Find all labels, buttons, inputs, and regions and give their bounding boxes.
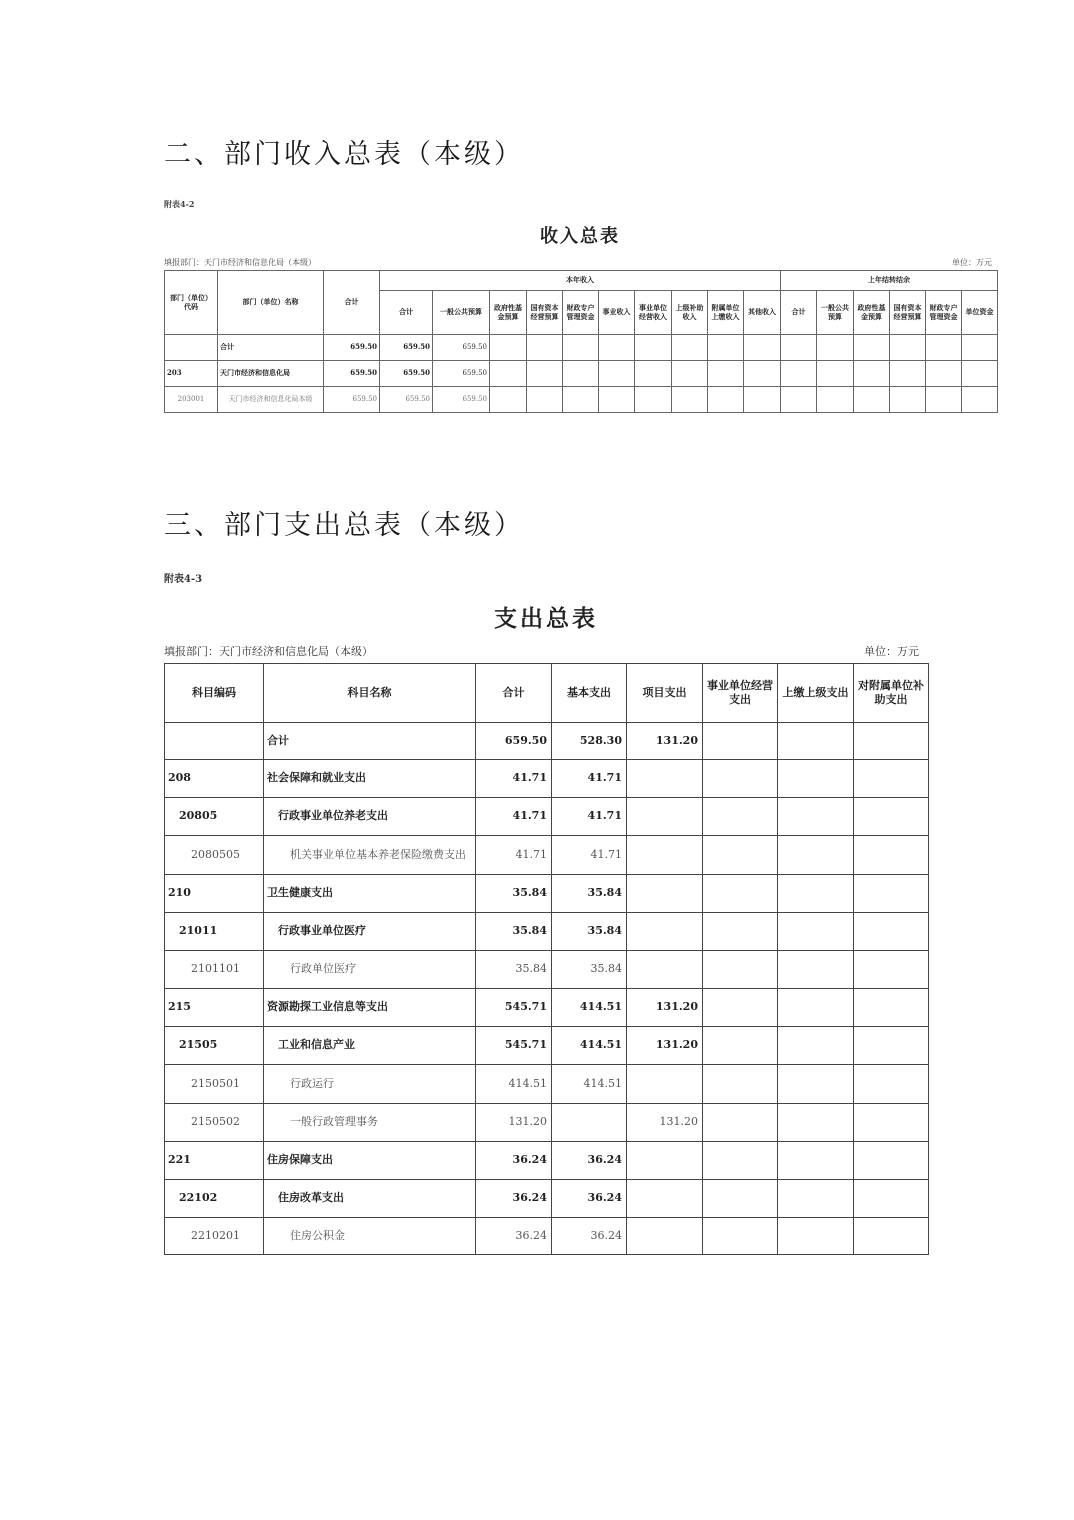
table-cell	[627, 1142, 703, 1180]
header-cur-9: 其他收入	[744, 291, 781, 335]
empty-cell	[744, 361, 781, 387]
empty-cell	[703, 1142, 778, 1180]
table-cell: 131.20	[627, 723, 703, 760]
table-cell: 35.84	[552, 951, 627, 989]
table-cell: 36.24	[552, 1142, 627, 1180]
header-cur-5: 事业收入	[599, 291, 635, 335]
empty-cell	[854, 989, 929, 1027]
table-row	[165, 1104, 929, 1142]
table-cell	[627, 798, 703, 836]
table-cell: 208	[165, 760, 264, 798]
table-cell: 545.71	[476, 989, 552, 1027]
table-cell: 35.84	[476, 951, 552, 989]
empty-cell	[599, 335, 635, 361]
table-cell: 35.84	[476, 913, 552, 951]
reporting-dept: 填报部门：天门市经济和信息化局（本级）	[164, 258, 316, 267]
empty-cell	[817, 387, 854, 413]
empty-cell	[778, 760, 854, 798]
empty-cell	[778, 1180, 854, 1218]
table-cell	[627, 1180, 703, 1218]
table-cell	[165, 335, 218, 361]
empty-cell	[854, 1104, 929, 1142]
table-cell: 414.51	[552, 1027, 627, 1065]
table-cell: 2150502	[165, 1104, 264, 1142]
header-cur-4: 财政专户管理资金	[563, 291, 599, 335]
header-cur-1: 一般公共预算	[433, 291, 490, 335]
header-prev-2: 政府性基金预算	[854, 291, 890, 335]
table-cell: 659.50	[324, 361, 380, 387]
empty-cell	[703, 1027, 778, 1065]
header-cur-3: 国有资本经营预算	[527, 291, 563, 335]
empty-cell	[781, 361, 817, 387]
empty-cell	[778, 1065, 854, 1104]
table-cell: 20805	[165, 798, 264, 836]
expense-table	[164, 663, 929, 1255]
table-cell: 行政单位医疗	[264, 951, 476, 989]
header-total: 合计	[476, 664, 552, 723]
table-cell: 住房公积金	[264, 1218, 476, 1255]
table-cell: 合计	[218, 335, 324, 361]
empty-cell	[778, 798, 854, 836]
table-cell: 545.71	[476, 1027, 552, 1065]
attachment-label: 附表4-3	[164, 574, 203, 585]
table-cell: 659.50	[380, 361, 433, 387]
empty-cell	[703, 798, 778, 836]
table-row	[165, 951, 929, 989]
table-cell	[627, 836, 703, 875]
table-cell: 131.20	[627, 989, 703, 1027]
table-cell: 35.84	[552, 875, 627, 913]
empty-cell	[703, 1065, 778, 1104]
empty-cell	[490, 335, 527, 361]
header-cur-7: 上级补助收入	[672, 291, 708, 335]
empty-cell	[527, 387, 563, 413]
empty-cell	[778, 951, 854, 989]
empty-cell	[854, 1065, 929, 1104]
empty-cell	[708, 387, 744, 413]
header-code: 部门（单位）代码	[165, 271, 218, 335]
table-cell: 社会保障和就业支出	[264, 760, 476, 798]
table-cell: 41.71	[476, 836, 552, 875]
table-cell: 131.20	[627, 1027, 703, 1065]
empty-cell	[635, 361, 672, 387]
table-cell: 2150501	[165, 1065, 264, 1104]
empty-cell	[778, 1142, 854, 1180]
header-project: 项目支出	[627, 664, 703, 723]
header-subject-code: 科目编码	[165, 664, 264, 723]
empty-cell	[744, 335, 781, 361]
empty-cell	[817, 335, 854, 361]
table-cell: 22102	[165, 1180, 264, 1218]
unit-label: 单位：万元	[952, 258, 992, 267]
table-cell: 221	[165, 1142, 264, 1180]
header-total: 合计	[324, 271, 380, 335]
empty-cell	[890, 335, 926, 361]
table-cell: 天门市经济和信息化局	[218, 361, 324, 387]
table-cell: 21505	[165, 1027, 264, 1065]
header-cur-8: 附属单位上缴收入	[708, 291, 744, 335]
empty-cell	[703, 760, 778, 798]
empty-cell	[703, 951, 778, 989]
table-cell	[552, 1104, 627, 1142]
header-remit-superior: 上缴上级支出	[778, 664, 854, 723]
empty-cell	[854, 387, 890, 413]
attachment-label: 附表4-2	[164, 199, 195, 209]
empty-cell	[854, 798, 929, 836]
header-cur-0: 合计	[380, 291, 433, 335]
empty-cell	[490, 361, 527, 387]
table-cell: 414.51	[476, 1065, 552, 1104]
empty-cell	[672, 335, 708, 361]
header-prev-0: 合计	[781, 291, 817, 335]
header-prev-4: 财政专户管理资金	[926, 291, 962, 335]
table-cell: 36.24	[552, 1180, 627, 1218]
empty-cell	[962, 387, 998, 413]
table-cell: 卫生健康支出	[264, 875, 476, 913]
table-row	[165, 387, 998, 413]
empty-cell	[703, 1218, 778, 1255]
table-cell	[627, 1218, 703, 1255]
table-cell: 行政事业单位养老支出	[264, 798, 476, 836]
table-cell: 工业和信息产业	[264, 1027, 476, 1065]
table-cell: 414.51	[552, 989, 627, 1027]
empty-cell	[599, 361, 635, 387]
table-cell: 天门市经济和信息化局本级	[218, 387, 324, 413]
table-cell: 659.50	[380, 387, 433, 413]
table-cell: 21011	[165, 913, 264, 951]
table-row	[165, 760, 929, 798]
table-cell: 131.20	[476, 1104, 552, 1142]
table-cell: 35.84	[552, 913, 627, 951]
empty-cell	[778, 875, 854, 913]
table-row	[165, 1218, 929, 1255]
header-prev-1: 一般公共预算	[817, 291, 854, 335]
empty-cell	[854, 913, 929, 951]
table-cell	[627, 913, 703, 951]
table-cell: 36.24	[552, 1218, 627, 1255]
table-cell: 2101101	[165, 951, 264, 989]
empty-cell	[703, 1104, 778, 1142]
empty-cell	[708, 361, 744, 387]
empty-cell	[854, 1180, 929, 1218]
table-cell: 210	[165, 875, 264, 913]
empty-cell	[527, 335, 563, 361]
header-basic: 基本支出	[552, 664, 627, 723]
empty-cell	[563, 335, 599, 361]
table-cell: 659.50	[433, 361, 490, 387]
empty-cell	[778, 1027, 854, 1065]
table-cell: 35.84	[476, 875, 552, 913]
table-row	[165, 989, 929, 1027]
table-cell: 2210201	[165, 1218, 264, 1255]
empty-cell	[563, 387, 599, 413]
table-cell	[165, 723, 264, 760]
table-cell: 41.71	[552, 760, 627, 798]
table-cell	[627, 875, 703, 913]
header-business: 事业单位经营支出	[703, 664, 778, 723]
table-row	[165, 1142, 929, 1180]
empty-cell	[778, 836, 854, 875]
table-cell: 住房改革支出	[264, 1180, 476, 1218]
table-cell: 203001	[165, 387, 218, 413]
header-subsidy: 对附属单位补助支出	[854, 664, 929, 723]
empty-cell	[672, 387, 708, 413]
table-row	[165, 798, 929, 836]
table-cell: 131.20	[627, 1104, 703, 1142]
empty-cell	[744, 387, 781, 413]
table-cell: 行政运行	[264, 1065, 476, 1104]
empty-cell	[817, 361, 854, 387]
empty-cell	[781, 335, 817, 361]
table-cell: 41.71	[476, 760, 552, 798]
header-cur-2: 政府性基金预算	[490, 291, 527, 335]
table-cell: 41.71	[552, 798, 627, 836]
table-cell: 2080505	[165, 836, 264, 875]
header-prev-3: 国有资本经营预算	[890, 291, 926, 335]
section3-heading: 三、部门支出总表（本级）	[164, 510, 524, 541]
reporting-dept: 填报部门：天门市经济和信息化局（本级）	[164, 645, 373, 658]
table-cell: 36.24	[476, 1218, 552, 1255]
table-cell: 659.50	[476, 723, 552, 760]
empty-cell	[778, 989, 854, 1027]
table-cell: 659.50	[324, 335, 380, 361]
table-row	[165, 335, 998, 361]
table-row	[165, 361, 998, 387]
expense-table-title: 支出总表	[494, 605, 598, 632]
table-cell: 215	[165, 989, 264, 1027]
table-cell: 41.71	[552, 836, 627, 875]
empty-cell	[599, 387, 635, 413]
empty-cell	[890, 387, 926, 413]
empty-cell	[854, 836, 929, 875]
empty-cell	[854, 335, 890, 361]
table-cell: 资源勘探工业信息等支出	[264, 989, 476, 1027]
table-cell: 659.50	[433, 387, 490, 413]
empty-cell	[962, 361, 998, 387]
table-row	[165, 875, 929, 913]
income-table	[164, 270, 998, 413]
empty-cell	[778, 1104, 854, 1142]
empty-cell	[563, 361, 599, 387]
header-name: 部门（单位）名称	[218, 271, 324, 335]
table-cell: 659.50	[324, 387, 380, 413]
empty-cell	[962, 335, 998, 361]
table-row	[165, 836, 929, 875]
empty-cell	[854, 1218, 929, 1255]
table-cell: 一般行政管理事务	[264, 1104, 476, 1142]
empty-cell	[635, 387, 672, 413]
empty-cell	[854, 1027, 929, 1065]
table-cell: 36.24	[476, 1142, 552, 1180]
empty-cell	[854, 1142, 929, 1180]
empty-cell	[635, 335, 672, 361]
table-cell	[627, 1065, 703, 1104]
empty-cell	[926, 361, 962, 387]
empty-cell	[527, 361, 563, 387]
group-current-year: 本年收入	[380, 271, 781, 291]
empty-cell	[781, 387, 817, 413]
header-prev-5: 单位资金	[962, 291, 998, 335]
empty-cell	[926, 335, 962, 361]
table-row	[165, 913, 929, 951]
table-cell: 528.30	[552, 723, 627, 760]
section2-heading: 二、部门收入总表（本级）	[164, 139, 524, 170]
empty-cell	[890, 361, 926, 387]
table-row	[165, 1065, 929, 1104]
empty-cell	[778, 1218, 854, 1255]
empty-cell	[854, 951, 929, 989]
table-cell: 住房保障支出	[264, 1142, 476, 1180]
table-cell: 机关事业单位基本养老保险缴费支出	[264, 836, 476, 875]
table-cell: 659.50	[433, 335, 490, 361]
table-row	[165, 1027, 929, 1065]
table-row	[165, 1180, 929, 1218]
empty-cell	[854, 760, 929, 798]
table-row	[165, 723, 929, 760]
empty-cell	[778, 913, 854, 951]
table-cell: 414.51	[552, 1065, 627, 1104]
empty-cell	[490, 387, 527, 413]
empty-cell	[703, 1180, 778, 1218]
table-cell: 行政事业单位医疗	[264, 913, 476, 951]
empty-cell	[703, 913, 778, 951]
empty-cell	[854, 361, 890, 387]
empty-cell	[708, 335, 744, 361]
unit-label: 单位：万元	[864, 645, 919, 658]
header-subject-name: 科目名称	[264, 664, 476, 723]
table-cell	[627, 951, 703, 989]
table-cell: 合计	[264, 723, 476, 760]
table-cell: 41.71	[476, 798, 552, 836]
table-cell	[627, 760, 703, 798]
empty-cell	[703, 723, 778, 760]
empty-cell	[926, 387, 962, 413]
empty-cell	[854, 723, 929, 760]
income-table-title: 收入总表	[540, 226, 620, 247]
table-cell: 659.50	[380, 335, 433, 361]
empty-cell	[854, 875, 929, 913]
empty-cell	[703, 875, 778, 913]
table-cell: 203	[165, 361, 218, 387]
table-cell: 36.24	[476, 1180, 552, 1218]
empty-cell	[672, 361, 708, 387]
header-cur-6: 事业单位经营收入	[635, 291, 672, 335]
empty-cell	[703, 836, 778, 875]
empty-cell	[703, 989, 778, 1027]
empty-cell	[778, 723, 854, 760]
group-prev-balance: 上年结转结余	[781, 271, 998, 291]
